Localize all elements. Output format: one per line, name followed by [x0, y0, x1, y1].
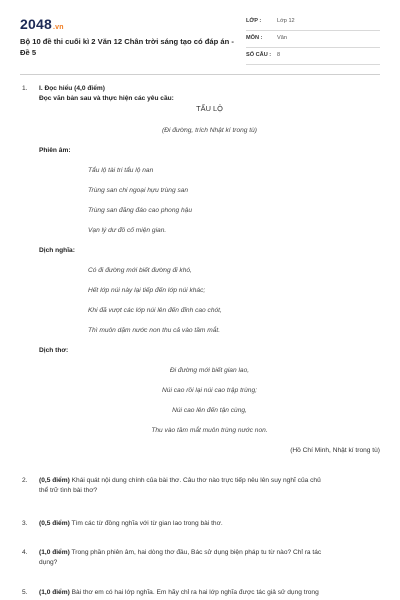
dich-tho-line: Đi đường mới biết gian lao, — [169, 367, 250, 374]
dich-nghia-line: Khi đã vượt các lớp núi lên đến đỉnh cao chót, — [88, 307, 222, 314]
question-line — [39, 519, 223, 528]
question-points: (1,0 điểm) — [39, 549, 70, 556]
question-number: 3. — [22, 520, 28, 527]
header-divider — [20, 74, 380, 75]
question-line — [39, 476, 321, 485]
question-text: Khái quát nội dung chính của bài thơ. Câu thơ nào trực tiếp nêu lên suy nghĩ của chủ — [71, 477, 321, 484]
question-number: 4. — [22, 549, 28, 556]
dich-nghia-line: Thì muôn dặm nước non thu cả vào tầm mắt. — [88, 327, 221, 334]
poem-title: TẨU LỘ — [196, 104, 223, 113]
question-line — [39, 588, 319, 597]
question-number: 5. — [22, 589, 28, 596]
question-text-cont: dụng? — [39, 559, 58, 566]
meta-value: 8 — [277, 52, 281, 58]
phien-am-line: Trùng san chi ngoại hựu trùng san — [88, 187, 189, 194]
meta-label: LỚP : — [246, 18, 262, 24]
phien-am-line: Trùng san đăng đáo cao phong hậu — [88, 207, 192, 214]
poem-source: (Đi đường, trích Nhật kí trong tù) — [161, 127, 258, 134]
dich-nghia-line: Hết lớp núi này lại tiếp đến lớp núi khác; — [88, 287, 206, 294]
question-text: Bài thơ em có hai lớp nghĩa. Em hãy chỉ ra hai lớp nghĩa được tác giả sử dụng trong — [71, 589, 319, 596]
question-text: Trong phần phiên âm, hai dòng thơ đầu, Bác sử dụng biện pháp tu từ nào? Chỉ ra tác — [71, 549, 322, 556]
dich-tho-line: Núi cao lên đến tận cùng, — [172, 407, 247, 414]
meta-value: Văn — [277, 35, 287, 41]
phien-am-label: Phiên âm: — [39, 147, 71, 154]
dich-nghia-label: Dịch nghĩa: — [39, 247, 75, 254]
meta-row-class — [246, 14, 380, 31]
dich-nghia-line: Có đi đường mới biết đường đi khó, — [88, 267, 192, 274]
meta-table — [246, 14, 380, 65]
poem-attribution: (Hồ Chí Minh, Nhật kí trong tù) — [290, 447, 380, 454]
meta-row-subject — [246, 31, 380, 48]
phien-am-line: Vạn lý dư đồ cố miện gian. — [88, 227, 167, 234]
document-title: Bộ 10 đề thi cuối kì 2 Văn 12 Chân trời sáng tạo có đáp án - Đề 5 — [20, 37, 234, 57]
question-points: (0,5 điểm) — [39, 477, 70, 484]
phien-am-line: Tẩu lộ tài tri tẩu lộ nan — [88, 167, 154, 174]
question-points: (0,5 điểm) — [39, 520, 70, 527]
meta-value: Lớp 12 — [277, 18, 295, 24]
meta-row-question-count — [246, 48, 380, 65]
document-header — [20, 14, 380, 70]
dich-tho-label: Dịch thơ: — [39, 347, 69, 354]
question-points: (1,0 điểm) — [39, 589, 70, 596]
dich-tho-line: Thu vào tầm mắt muôn trùng nước non. — [151, 427, 268, 434]
meta-label: SỐ CÂU : — [246, 52, 272, 58]
question-number: 1. — [22, 85, 28, 92]
meta-label: MÔN : — [246, 35, 263, 41]
question-line — [39, 548, 321, 557]
logo-tld: .vn — [52, 24, 64, 31]
section-instruction: Đọc văn bản sau và thực hiện các yêu cầu: — [39, 95, 174, 102]
section-heading: I. Đọc hiểu (4,0 điểm) — [39, 85, 105, 92]
logo-main: 2048 — [20, 16, 52, 32]
question-number: 2. — [22, 477, 28, 484]
question-text: Tìm các từ đồng nghĩa với từ gian lao trong bài thơ. — [71, 520, 223, 527]
question-text-cont: thể trữ tình bài thơ? — [39, 487, 98, 494]
dich-tho-line: Núi cao rồi lại núi cao trập trùng; — [162, 387, 257, 394]
site-logo[interactable] — [20, 16, 64, 32]
